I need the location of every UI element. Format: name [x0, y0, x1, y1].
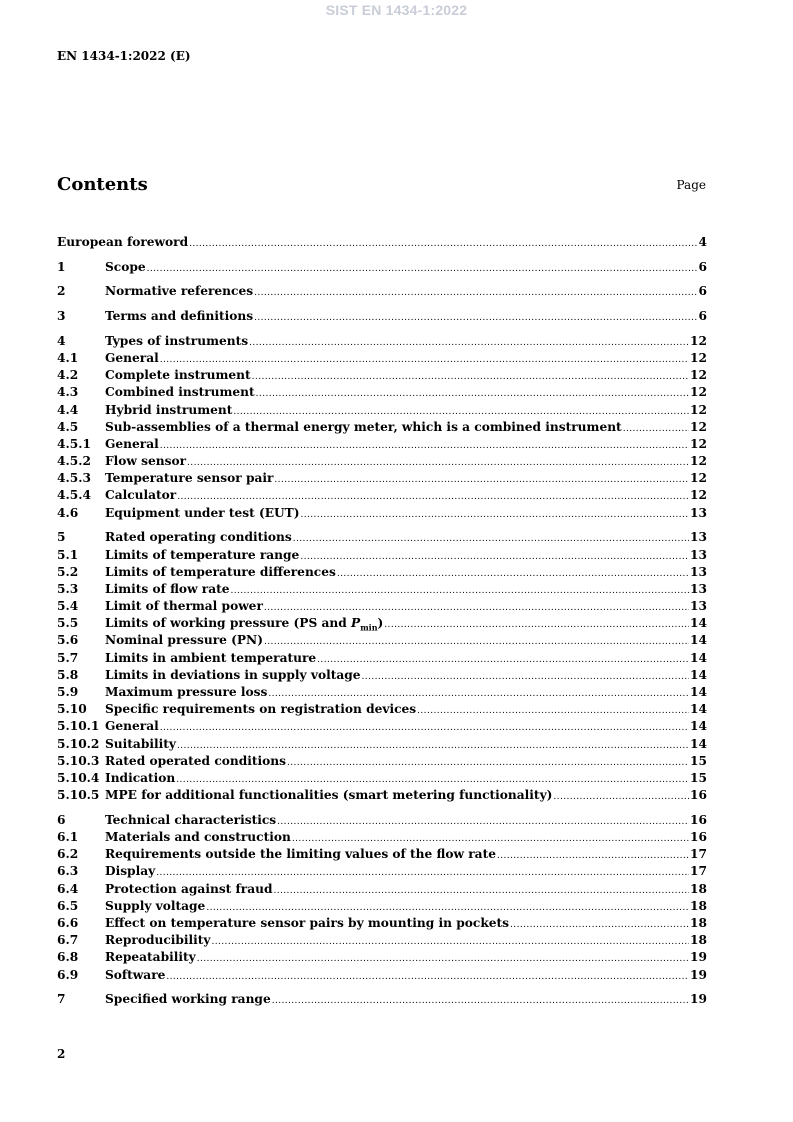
toc-number: 6.3 [57, 864, 79, 879]
toc-number: 4.5.4 [57, 488, 91, 503]
page-column-label: Page [676, 178, 706, 192]
toc-entry[interactable] [57, 234, 707, 251]
toc-page: 14 [690, 719, 707, 734]
toc-number: 6.1 [57, 830, 79, 844]
toc-page: 19 [690, 950, 707, 965]
toc-title-symbol: P [351, 616, 361, 631]
toc-page: 12 [690, 385, 707, 400]
toc-number: 5.3 [57, 581, 79, 596]
toc-page: 4 [698, 235, 707, 249]
toc-leader [212, 934, 690, 951]
toc-number: 4.6 [57, 505, 79, 520]
toc-page: 13 [690, 530, 707, 545]
toc-title: Scope [105, 259, 146, 274]
toc-title: Reproducibility [105, 933, 211, 948]
toc-number: 6.8 [57, 950, 79, 965]
toc-title: Limits of flow rate [105, 581, 230, 596]
toc-page: 18 [690, 881, 707, 896]
toc-leader [497, 848, 689, 865]
toc-entry[interactable] [57, 333, 707, 350]
toc-title: Combined instrument [105, 385, 255, 400]
toc-number: 6.6 [57, 915, 79, 930]
toc-entry[interactable] [57, 259, 707, 276]
toc-entry[interactable] [57, 470, 707, 487]
toc-title: Protection against fraud [105, 881, 273, 896]
toc-leader [272, 993, 689, 1010]
toc-leader [337, 566, 689, 583]
toc-number: 5.2 [57, 564, 79, 579]
toc-title: Supply voltage [105, 898, 206, 913]
toc-page: 15 [690, 753, 707, 768]
toc-title: Effect on temperature sensor pairs by mounting in pockets [105, 915, 510, 930]
toc-page: 18 [690, 898, 707, 913]
toc-page: 19 [690, 967, 707, 982]
toc-number: 4 [57, 333, 66, 348]
toc-leader [510, 917, 689, 934]
toc-title: Repeatability [105, 950, 196, 965]
toc-title: Suitability [105, 736, 176, 751]
toc-title: MPE for additional functionalities (smart metering functionality) [105, 788, 553, 803]
toc-number: 4.5 [57, 419, 79, 434]
toc-number: 4.3 [57, 385, 79, 400]
toc-title: Specified working range [105, 992, 271, 1007]
toc-title: Rated operating conditions [105, 530, 292, 545]
toc-entry[interactable] [57, 350, 707, 367]
toc-number: 5.1 [57, 547, 79, 562]
toc-leader [274, 472, 689, 489]
toc-title: Flow sensor [105, 454, 187, 469]
toc-number: 4.1 [57, 350, 79, 365]
toc-page: 16 [690, 830, 707, 844]
page-number: 2 [57, 1047, 66, 1061]
toc-page: 14 [690, 616, 707, 631]
toc-entry[interactable] [57, 615, 707, 632]
toc-page: 12 [690, 454, 707, 469]
toc-page: 12 [690, 419, 707, 434]
toc-number: 4.4 [57, 402, 79, 417]
toc-title: Requirements outside the limiting values of the flow rate [105, 847, 496, 862]
toc-leader [287, 755, 689, 772]
toc-entry[interactable] [57, 846, 707, 863]
toc-title: Specific requirements on registration devices [105, 702, 417, 717]
toc-entry[interactable] [57, 402, 707, 419]
toc-number: 5.4 [57, 599, 79, 614]
toc-page: 13 [690, 581, 707, 596]
toc-page: 6 [698, 309, 707, 324]
toc-page: 14 [690, 685, 707, 699]
toc-entry[interactable] [57, 863, 707, 880]
toc-title: Limits in ambient temperature [105, 650, 317, 665]
toc-number: 5.10.5 [57, 788, 100, 803]
toc-title: Materials and construction [105, 830, 291, 844]
contents-title: Contents [57, 174, 148, 195]
toc-entry[interactable] [57, 898, 707, 915]
toc-title-subscript: min [360, 622, 378, 633]
toc-leader [189, 236, 697, 253]
toc-page: 13 [690, 564, 707, 579]
toc-title: Calculator [105, 488, 177, 503]
toc-number: 5.10.2 [57, 736, 100, 751]
toc-page: 14 [690, 667, 707, 682]
toc-number: 5.7 [57, 650, 79, 665]
toc-leader [166, 969, 689, 986]
toc-title: European foreword [57, 235, 189, 249]
toc-number: 5.9 [57, 685, 79, 699]
toc-entry[interactable] [57, 547, 707, 564]
toc-number: 6.4 [57, 881, 79, 896]
toc-entry[interactable] [57, 598, 707, 615]
toc-page: 12 [690, 488, 707, 503]
toc-title: Limits of temperature differences [105, 564, 336, 579]
toc-number: 4.5.2 [57, 454, 91, 469]
toc-number: 1 [57, 259, 66, 274]
toc-entry[interactable] [57, 367, 707, 384]
toc-entry[interactable] [57, 718, 707, 735]
toc-number: 6.5 [57, 898, 79, 913]
toc-page: 16 [690, 812, 707, 827]
toc-leader [264, 634, 689, 651]
toc-leader [277, 814, 689, 831]
toc-entry[interactable] [57, 915, 707, 932]
toc-leader [301, 507, 690, 524]
toc-title: Normative references [105, 284, 254, 299]
toc-leader [317, 652, 689, 669]
toc-page: 13 [690, 599, 707, 614]
toc-title: Maximum pressure loss [105, 685, 268, 699]
toc-number: 3 [57, 309, 66, 324]
toc-title: Limits in deviations in supply voltage [105, 667, 361, 682]
toc-entry[interactable] [57, 932, 707, 949]
toc-page: 12 [690, 350, 707, 365]
toc-number: 7 [57, 992, 66, 1007]
toc-leader [249, 335, 689, 352]
document-id: EN 1434-1:2022 (E) [57, 49, 191, 63]
toc-entry[interactable] [57, 667, 707, 684]
toc-title: Rated operated conditions [105, 753, 286, 768]
toc-leader [254, 310, 697, 327]
toc-entry[interactable] [57, 812, 707, 829]
toc-number: 4.5.3 [57, 471, 91, 486]
toc-page: 13 [690, 505, 707, 520]
toc-title: General [105, 436, 159, 451]
toc-title: Sub-assemblies of a thermal energy meter, which is a combined instrument [105, 419, 622, 434]
toc-number: 2 [57, 284, 66, 299]
toc-leader [160, 438, 689, 455]
toc-entry[interactable] [57, 436, 707, 453]
toc-leader [252, 369, 689, 386]
toc-page: 12 [690, 436, 707, 451]
toc-entry[interactable] [57, 770, 707, 787]
toc-page: 17 [690, 864, 707, 879]
toc-leader [362, 669, 690, 686]
toc-page: 14 [690, 736, 707, 751]
toc-entry[interactable] [57, 991, 707, 1008]
watermark: SIST EN 1434-1:2022 [325, 2, 468, 18]
toc-leader [384, 617, 689, 634]
toc-title: General [105, 350, 159, 365]
table-of-contents [57, 234, 707, 1008]
toc-entry[interactable] [57, 967, 707, 984]
toc-number: 4.2 [57, 368, 79, 383]
toc-page: 14 [690, 633, 707, 648]
toc-number: 5.10.4 [57, 770, 100, 785]
toc-page: 12 [690, 402, 707, 417]
toc-entry[interactable] [57, 384, 707, 401]
toc-number: 5.8 [57, 667, 79, 682]
toc-title: Nominal pressure (PN) [105, 633, 263, 648]
toc-title: Equipment under test (EUT) [105, 505, 300, 520]
toc-title: Hybrid instrument [105, 402, 233, 417]
toc-title: Display [105, 864, 156, 879]
toc-entry[interactable] [57, 736, 707, 753]
toc-page: 14 [690, 702, 707, 717]
toc-number: 6.7 [57, 933, 79, 948]
toc-title: Types of instruments [105, 333, 249, 348]
toc-number: 5.5 [57, 616, 79, 631]
toc-number: 5.10.3 [57, 753, 100, 768]
toc-entry[interactable] [57, 505, 707, 522]
toc-title: Temperature sensor pair [105, 471, 274, 486]
toc-title: Limit of thermal power [105, 599, 263, 614]
toc-leader [256, 386, 689, 403]
toc-title-text: Limits of working pressure (PS and [105, 616, 352, 631]
toc-number: 4.5.1 [57, 436, 91, 451]
toc-title: Limits of temperature range [105, 547, 300, 562]
toc-title-end: ) [377, 616, 384, 631]
toc-number: 5.10.1 [57, 719, 100, 734]
toc-entry[interactable] [57, 487, 707, 504]
toc-title: Software [105, 967, 166, 982]
toc-entry[interactable] [57, 787, 707, 804]
toc-entry[interactable] [57, 308, 707, 325]
toc-title: Complete instrument [105, 368, 251, 383]
toc-leader [254, 285, 697, 302]
toc-page: 16 [690, 788, 707, 803]
toc-entry[interactable] [57, 684, 707, 701]
toc-number: 6.2 [57, 847, 79, 862]
toc-page: 18 [690, 933, 707, 948]
toc-page: 19 [690, 992, 707, 1007]
toc-number: 6 [57, 812, 66, 827]
toc-leader [274, 883, 690, 900]
toc-page: 12 [690, 368, 707, 383]
toc-leader [417, 703, 689, 720]
toc-entry[interactable] [57, 753, 707, 770]
toc-title: Terms and definitions [105, 309, 254, 324]
toc-entry[interactable] [57, 283, 707, 300]
toc-entry[interactable] [57, 453, 707, 470]
toc-leader [147, 261, 698, 278]
toc-entry[interactable] [57, 632, 707, 649]
toc-entry[interactable] [57, 650, 707, 667]
toc-page: 12 [690, 333, 707, 348]
toc-page: 15 [690, 770, 707, 785]
toc-number: 5.10 [57, 702, 87, 717]
toc-page: 14 [690, 650, 707, 665]
toc-entry[interactable] [57, 949, 707, 966]
toc-leader [160, 720, 689, 737]
toc-number: 6.9 [57, 967, 79, 982]
toc-entry[interactable] [57, 564, 707, 581]
toc-page: 6 [698, 284, 707, 299]
toc-page: 13 [690, 547, 707, 562]
toc-page: 6 [698, 259, 707, 274]
toc-leader [553, 789, 689, 806]
toc-page: 18 [690, 915, 707, 930]
toc-page: 17 [690, 847, 707, 862]
toc-title: Technical characteristics [105, 812, 277, 827]
toc-entry[interactable] [57, 829, 707, 846]
toc-number: 5.6 [57, 633, 79, 648]
toc-leader [300, 549, 689, 566]
toc-leader [293, 531, 689, 548]
toc-title: Indication [105, 770, 176, 785]
toc-leader [623, 421, 689, 438]
toc-entry[interactable] [57, 529, 707, 546]
toc-entry[interactable] [57, 581, 707, 598]
toc-entry[interactable] [57, 881, 707, 898]
toc-leader [197, 951, 689, 968]
toc-title: General [105, 719, 159, 734]
toc-entry[interactable] [57, 419, 707, 436]
toc-page: 12 [690, 471, 707, 486]
toc-number: 5 [57, 530, 66, 545]
toc-leader [231, 583, 690, 600]
toc-entry[interactable] [57, 701, 707, 718]
